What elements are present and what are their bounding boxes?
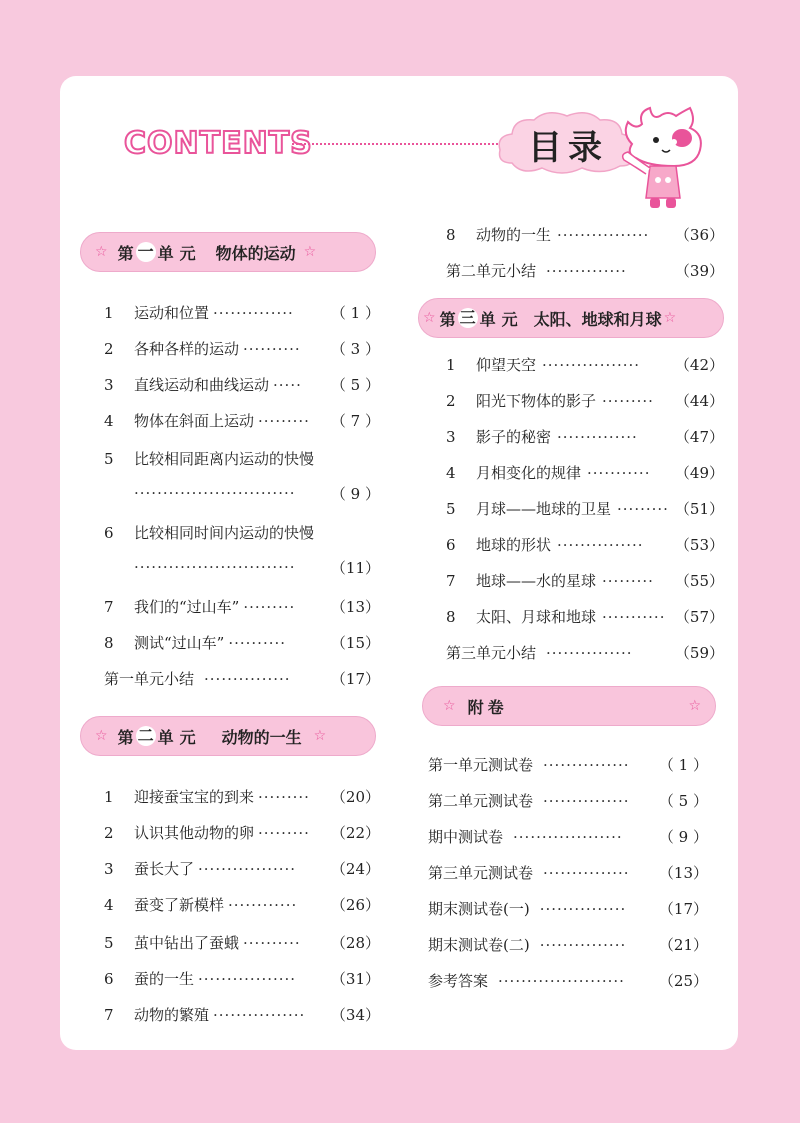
entry-leader: ··········: [243, 933, 301, 952]
entry-title: 阳光下物体的影子: [476, 392, 597, 410]
entry-leader: ···············: [539, 935, 627, 954]
toc-entry[interactable]: [104, 448, 380, 469]
toc-entry[interactable]: [428, 862, 708, 883]
unit-banner-2[interactable]: [80, 716, 376, 756]
toc-entry[interactable]: [104, 632, 380, 653]
unit-suffix: 单元: [157, 243, 202, 263]
entry-number: 2: [446, 391, 456, 410]
entry-number: 3: [446, 427, 456, 446]
entry-leader: ····························: [134, 558, 296, 576]
entry-page: （49）: [674, 464, 724, 482]
entry-leader: ·········: [258, 411, 310, 430]
entry-number: 5: [446, 499, 456, 518]
entry-title: 参考答案: [428, 972, 489, 990]
entry-title: 比较相同距离内运动的快慢: [134, 450, 315, 468]
entry-leader: ···············: [543, 863, 630, 882]
entry-number: 1: [104, 303, 114, 322]
entry-leader: ···············: [557, 535, 644, 554]
entry-page: （ 9 ）: [330, 484, 380, 503]
toc-entry[interactable]: [446, 606, 724, 627]
entry-title: 动物的一生: [476, 226, 552, 244]
entry-number: 5: [104, 933, 114, 952]
entry-title: 认识其他动物的卵: [134, 824, 255, 842]
entry-page: （17）: [658, 900, 708, 918]
star-icon: ☆: [313, 728, 327, 744]
entry-number: 8: [446, 225, 456, 244]
toc-entry[interactable]: [104, 858, 380, 879]
entry-page: （13）: [658, 864, 708, 882]
entry-number: 6: [104, 523, 114, 542]
entry-leader: ·················: [198, 859, 297, 878]
star-icon: ☆: [423, 310, 436, 326]
entry-number: 7: [104, 597, 114, 616]
summary-title: 第二单元小结: [446, 262, 537, 280]
toc-entry[interactable]: [104, 822, 380, 843]
unit-title: 物体的运动: [215, 243, 296, 263]
entry-number: 7: [446, 571, 456, 590]
entry-number: 1: [104, 787, 114, 806]
unit-prefix: 第: [117, 727, 134, 747]
entry-title: 期末测试卷(二): [428, 936, 530, 954]
entry-title: 测试“过山车”: [134, 634, 225, 652]
entry-number: 2: [104, 823, 114, 842]
entry-leader: ················: [213, 1005, 306, 1024]
entry-number: 3: [104, 375, 114, 394]
entry-title: 太阳、月球和地球: [476, 608, 597, 626]
star-icon: ☆: [443, 698, 456, 714]
toc-entry[interactable]: [428, 790, 708, 811]
entry-number: 2: [104, 339, 114, 358]
toc-entry[interactable]: [104, 596, 380, 617]
entry-title: 期中测试卷: [428, 828, 504, 846]
entry-number: 4: [104, 895, 114, 914]
toc-entry[interactable]: [446, 462, 724, 483]
entry-leader: ·········: [258, 823, 310, 842]
entry-page: （11）: [330, 558, 380, 577]
entry-title: 物体在斜面上运动: [134, 412, 255, 430]
entry-title: 我们的“过山车”: [134, 598, 240, 616]
toc-summary-entry[interactable]: [446, 642, 724, 663]
toc-entry[interactable]: [446, 534, 724, 555]
toc-entry[interactable]: [104, 522, 380, 543]
entry-page: （28）: [330, 934, 380, 952]
entry-leader: ··········: [243, 339, 301, 358]
toc-entry[interactable]: [104, 410, 380, 431]
star-icon: ☆: [303, 244, 317, 260]
star-icon: ☆: [688, 698, 701, 714]
header: [60, 76, 738, 216]
toc-entry[interactable]: [428, 898, 708, 919]
entry-leader: ·········: [617, 499, 669, 518]
toc-entry[interactable]: [446, 570, 724, 591]
toc-summary-entry[interactable]: [446, 260, 724, 281]
entry-title: 第三单元测试卷: [428, 864, 534, 882]
entry-page: （ 1 ）: [330, 304, 380, 322]
entry-title: 迎接蚕宝宝的到来: [134, 788, 255, 806]
entry-leader: ···········: [602, 607, 666, 626]
toc-entry[interactable]: [104, 786, 380, 807]
entry-page: （24）: [330, 860, 380, 878]
entry-title: 月球——地球的卫星: [476, 500, 612, 518]
entry-leader: ···············: [543, 791, 630, 810]
unit-suffix: 单元: [157, 727, 202, 747]
entry-leader: ···················: [513, 827, 623, 846]
entry-leader: ·········: [243, 597, 296, 616]
entry-title: 地球的形状: [476, 536, 552, 554]
toc-entry[interactable]: [104, 302, 380, 323]
entry-page: （21）: [658, 936, 708, 954]
entry-title: 直线运动和曲线运动: [134, 376, 270, 394]
entry-title: 蚕变了新模样: [134, 896, 225, 914]
entry-page: （47）: [674, 428, 724, 446]
toc-entry-continuation[interactable]: [104, 558, 380, 576]
entry-title: 第一单元测试卷: [428, 756, 534, 774]
entry-page: （44）: [674, 392, 724, 410]
entry-leader: ················: [557, 225, 650, 244]
entry-page: （25）: [658, 972, 708, 990]
entry-leader: ···············: [546, 643, 633, 662]
entry-title: 期末测试卷(一): [428, 900, 530, 918]
entry-leader: ·········: [602, 391, 654, 410]
toc-entry-continuation[interactable]: [104, 484, 380, 502]
entry-page: （59）: [674, 644, 724, 662]
unit-banner-3[interactable]: [418, 298, 724, 338]
unit-title: 动物的一生: [221, 727, 302, 747]
entry-title: 第二单元测试卷: [428, 792, 534, 810]
entry-leader: ···············: [204, 669, 291, 688]
entry-leader: ·····: [273, 375, 302, 394]
entry-title: 影子的秘密: [476, 428, 552, 446]
entry-leader: ··············: [213, 303, 294, 322]
entry-leader: ···············: [539, 899, 627, 918]
entry-leader: ·········: [258, 787, 310, 806]
entry-title: 蚕的一生: [134, 970, 195, 988]
toc-entry[interactable]: [104, 894, 380, 915]
toc-entry[interactable]: [428, 826, 708, 847]
appendix-title: 附卷: [467, 697, 508, 717]
toc-summary-entry[interactable]: [104, 668, 380, 689]
entry-title: 仰望天空: [476, 356, 537, 374]
entry-number: 8: [446, 607, 456, 626]
star-icon: ☆: [663, 310, 677, 326]
toc-entry[interactable]: [104, 1004, 380, 1025]
entry-page: （53）: [674, 536, 724, 554]
entry-number: 5: [104, 449, 114, 468]
unit-prefix: 第: [117, 243, 134, 263]
toc-entry[interactable]: [104, 968, 380, 989]
entry-page: （36）: [674, 226, 724, 244]
entry-leader: ······················: [498, 971, 625, 990]
unit-banner-1[interactable]: [80, 232, 376, 272]
entry-number: 8: [104, 633, 114, 652]
entry-leader: ·················: [542, 355, 641, 374]
summary-title: 第一单元小结: [104, 670, 195, 688]
entry-title: 地球——水的星球: [476, 572, 597, 590]
entry-page: （42）: [674, 356, 724, 374]
summary-title: 第三单元小结: [446, 644, 537, 662]
contents-heading: CONTENTS: [124, 126, 313, 161]
unit-title: 太阳、地球和月球: [533, 309, 662, 329]
entry-number: 7: [104, 1005, 114, 1024]
toc-entry[interactable]: [446, 224, 724, 245]
entry-page: （34）: [330, 1006, 380, 1024]
entry-number: 4: [446, 463, 456, 482]
entry-leader: ············: [228, 895, 298, 914]
entry-page: （ 5 ）: [330, 376, 380, 394]
entry-title: 动物的繁殖: [134, 1006, 210, 1024]
entry-page: （20）: [330, 788, 380, 806]
entry-leader: ···········: [587, 463, 651, 482]
toc-entry[interactable]: [104, 338, 380, 359]
entry-number: 3: [104, 859, 114, 878]
entry-number: 4: [104, 411, 114, 430]
toc-entry[interactable]: [104, 932, 380, 953]
toc-entry[interactable]: [428, 970, 708, 991]
toc-entry[interactable]: [428, 934, 708, 955]
toc-entry[interactable]: [428, 754, 708, 775]
page-title: 目录: [528, 128, 608, 168]
unit-suffix: 单元: [479, 309, 524, 329]
entry-page: （17）: [330, 670, 380, 688]
entry-page: （26）: [330, 896, 380, 914]
entry-leader: ··········: [228, 633, 287, 652]
toc-entry[interactable]: [104, 374, 380, 395]
unit-number: 三: [459, 308, 476, 327]
entry-number: 6: [446, 535, 456, 554]
entry-page: （ 1 ）: [658, 756, 708, 774]
cat-mascot-illustration: [620, 104, 710, 214]
entry-leader: ·········: [602, 571, 654, 590]
entry-page: （ 5 ）: [658, 792, 708, 810]
entry-number: 6: [104, 969, 114, 988]
entry-leader: ··············: [546, 261, 627, 280]
star-icon: ☆: [95, 728, 108, 744]
unit-prefix: 第: [439, 309, 456, 329]
entry-title: 运动和位置: [134, 304, 210, 322]
entry-page: （ 9 ）: [658, 828, 708, 846]
entry-title: 各种各样的运动: [134, 340, 240, 358]
toc-entry[interactable]: [446, 426, 724, 447]
star-icon: ☆: [95, 244, 108, 260]
entry-page: （ 3 ）: [330, 340, 380, 358]
entry-number: 1: [446, 355, 456, 374]
entry-page: （ 7 ）: [330, 412, 380, 430]
toc-entry[interactable]: [446, 498, 724, 519]
entry-page: （51）: [674, 500, 724, 518]
appendix-banner[interactable]: [422, 686, 716, 726]
entry-title: 月相变化的规律: [476, 464, 582, 482]
header-dotted-line: [292, 143, 502, 145]
entry-page: （22）: [330, 824, 380, 842]
entry-leader: ···············: [543, 755, 630, 774]
entry-page: （57）: [674, 608, 724, 626]
entry-leader: ··············: [557, 427, 638, 446]
toc-entry[interactable]: [446, 390, 724, 411]
unit-number: 一: [137, 242, 154, 261]
entry-leader: ····························: [134, 484, 296, 502]
entry-page: （15）: [330, 634, 380, 652]
toc-entry[interactable]: [446, 354, 724, 375]
entry-leader: ·················: [198, 969, 297, 988]
entry-page: （13）: [330, 598, 380, 616]
entry-page: （31）: [330, 970, 380, 988]
toc-page: [60, 76, 738, 1050]
entry-title: 茧中钻出了蚕蛾: [134, 934, 240, 952]
entry-page: （39）: [674, 262, 724, 280]
entry-title: 蚕长大了: [134, 860, 195, 878]
entry-title: 比较相同时间内运动的快慢: [134, 524, 315, 542]
unit-number: 二: [137, 726, 154, 745]
entry-page: （55）: [674, 572, 724, 590]
